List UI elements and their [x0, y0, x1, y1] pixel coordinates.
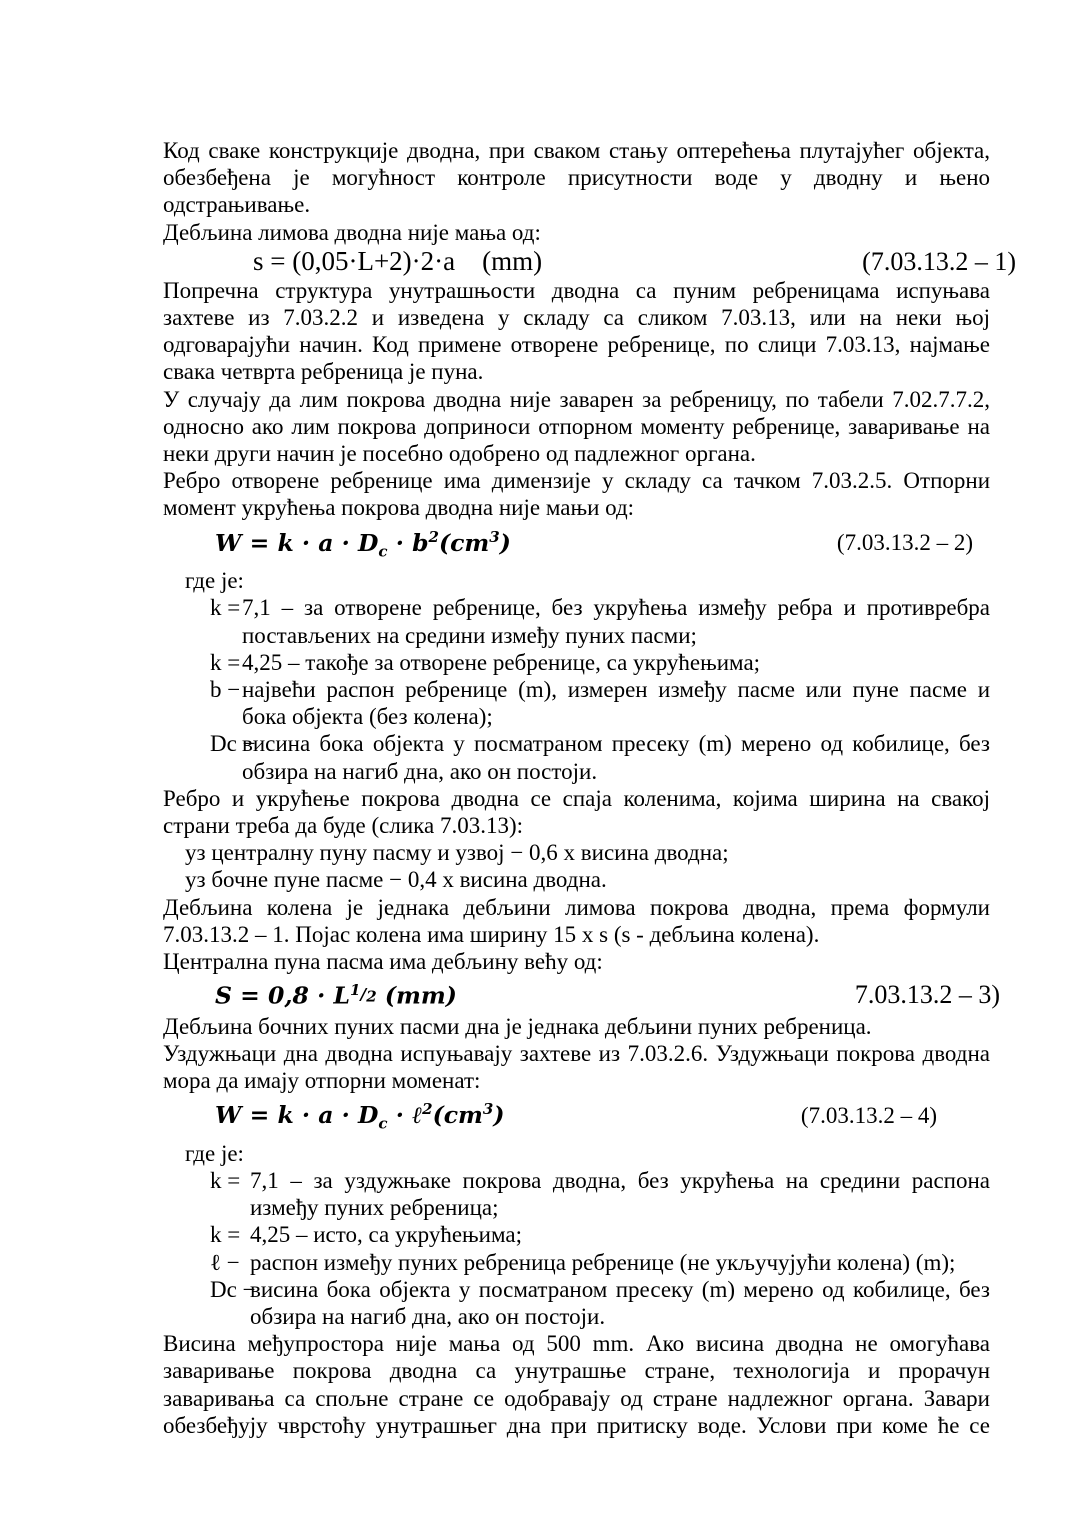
where-label-1: где је: [185, 568, 244, 594]
definition-item [163, 676, 990, 730]
paragraph-8: Централна пуна пасма има дебљину већу од: [163, 949, 603, 974]
equation-2-formula: $W = k \cdot a \cdot D_c \cdot b^2(cm^3)$ [215, 527, 511, 561]
definition-desc: 7,1 – за отворене ребренице, без укрућења између ребра и противребра постављених на средини између пуних пасми; [242, 595, 990, 648]
definition-list-2 [163, 1167, 990, 1330]
paragraph-7: Дебљина колена је једнака дебљини лимова покрова дводна, према формули 7.03.13.2 – 1. Појас колена има ширину 15 x s (s - дебљина колена). [163, 894, 990, 947]
paragraph-5: Ребро отворене ребренице има димензије у складу са тачком 7.03.2.5. Отпорни момент укрућења покрова дводна није мањи од: [163, 468, 990, 521]
equation-4-label: (7.03.13.2 – 4) [800, 1103, 937, 1129]
definition-list-1 [163, 594, 990, 784]
definition-item [163, 1167, 990, 1221]
equation-4-formula: $W = k \cdot a \cdot D_c$ · $\ell^2(cm^3)$ [215, 1100, 505, 1133]
page-content [163, 137, 1016, 1439]
paragraph-9: Дебљина бочних пуних пасми дна је једнака дебљини пуних ребреница. [163, 1013, 872, 1039]
definition-term: Dc − [210, 1276, 256, 1302]
equation-2-label: (7.03.13.2 – 2) [836, 530, 973, 556]
indented-line-1: уз централну пуну пасму и узвој − 0,6 x висина дводна; [185, 840, 729, 866]
equation-3-label: 7.03.13.2 – 3) [854, 980, 1000, 1010]
equation-2 [163, 522, 990, 568]
equation-1-label: (7.03.13.2 – 1) [862, 246, 1016, 276]
equation-1 [163, 245, 1016, 277]
paragraph-3: Попречна структура унутрашњости дводна са пуним ребреницама испуњава захтеве из 7.03.2.2 и изведена у складу са сликом 7.03.13, или на неки њој одговарајући начин. Код примене отворене ребренице, по слици 7.03.13, најмање свака четврта ребреница је пуна. [163, 277, 990, 385]
definition-item [163, 594, 990, 648]
paragraph-10: Уздужњаци дна дводна испуњавају захтеве из 7.03.2.6. Уздужњаци покрова дводна мора да имају отпорни моменат: [163, 1040, 990, 1094]
definition-item [163, 1221, 990, 1248]
definition-item [163, 1249, 990, 1276]
definition-term: k = [210, 595, 241, 621]
where-label-2: где је: [185, 1140, 244, 1166]
paragraph-1: Код сваке конструкције дводна, при сваком стању оптерећења плутајућег објекта, обезбеђена је могућност контроле присутности воде у дводну и њено одстрањивање. [163, 138, 990, 218]
definition-term: k = [210, 1167, 241, 1193]
definition-desc: висина бока објекта у посматраном пресеку (m) мерено од кобилице, без обзира на нагиб дна, ако он постоји. [242, 731, 990, 784]
definition-desc: висина бока објекта у посматраном пресеку (m) мерено од кобилице, без обзира на нагиб дна, ако он постоји. [250, 1276, 990, 1329]
equation-3-formula: $S = 0,8 \cdot L^1/2$ (mm) [215, 981, 457, 1010]
equation-3 [163, 975, 1000, 1012]
definition-item [163, 1276, 990, 1330]
definition-term: b − [210, 676, 241, 702]
definition-desc: највећи распон ребренице (m), измерен између пасме или пуне пасме и бока објекта (без колена); [242, 676, 990, 730]
definition-desc: 4,25 – такође за отворене ребренице, са укрућењима; [242, 649, 761, 675]
indented-line-2: уз бочне пуне пасме − 0,4 x висина дводна. [185, 867, 607, 893]
definition-desc: 4,25 – исто, са укрућењима; [250, 1222, 522, 1248]
paragraph-4: У случају да лим покрова дводна није заварен за ребреницу, по табели 7.02.7.7.2, односно ако лим покрова доприноси отпорном моменту ребренице, заваривање на неки други начин је посебно одобрено од падлежног органа. [163, 386, 990, 467]
equation-4 [163, 1094, 990, 1140]
paragraph-2: Дебљина лимова дводна није мања од: [163, 219, 541, 245]
definition-item [163, 730, 990, 784]
definition-term: ℓ − [210, 1249, 240, 1275]
paragraph-11: Висина међупростора није мања од 500 mm. Ако висина дводна не омогућава заваривање покрова дводна са унутрашње стране, технологија и прорачун заваривања са спољне стране се одобравају од стране надлежног органа. Завари обезбеђују чврстоћу унутрашњег дна при притиску воде. Услови при коме ће се [163, 1331, 990, 1438]
definition-term: k = [210, 1222, 241, 1248]
definition-item [163, 649, 990, 676]
equation-1-formula: s = (0,05·L+2)·2·a (mm) [253, 245, 543, 276]
definition-desc: 7,1 – за уздужњаке покрова дводна, без укрућења на средини распона између пуних ребреница; [250, 1167, 990, 1221]
definition-desc: распон између пуних ребреница ребренице (не укључујући колена) (m); [250, 1249, 956, 1275]
definition-term: Dc − [210, 731, 256, 757]
paragraph-6: Ребро и укрућење покрова дводна се спаја коленима, којима ширина на свакој страни треба да буде (слика 7.03.13): [163, 785, 990, 838]
definition-term: k = [210, 649, 241, 675]
